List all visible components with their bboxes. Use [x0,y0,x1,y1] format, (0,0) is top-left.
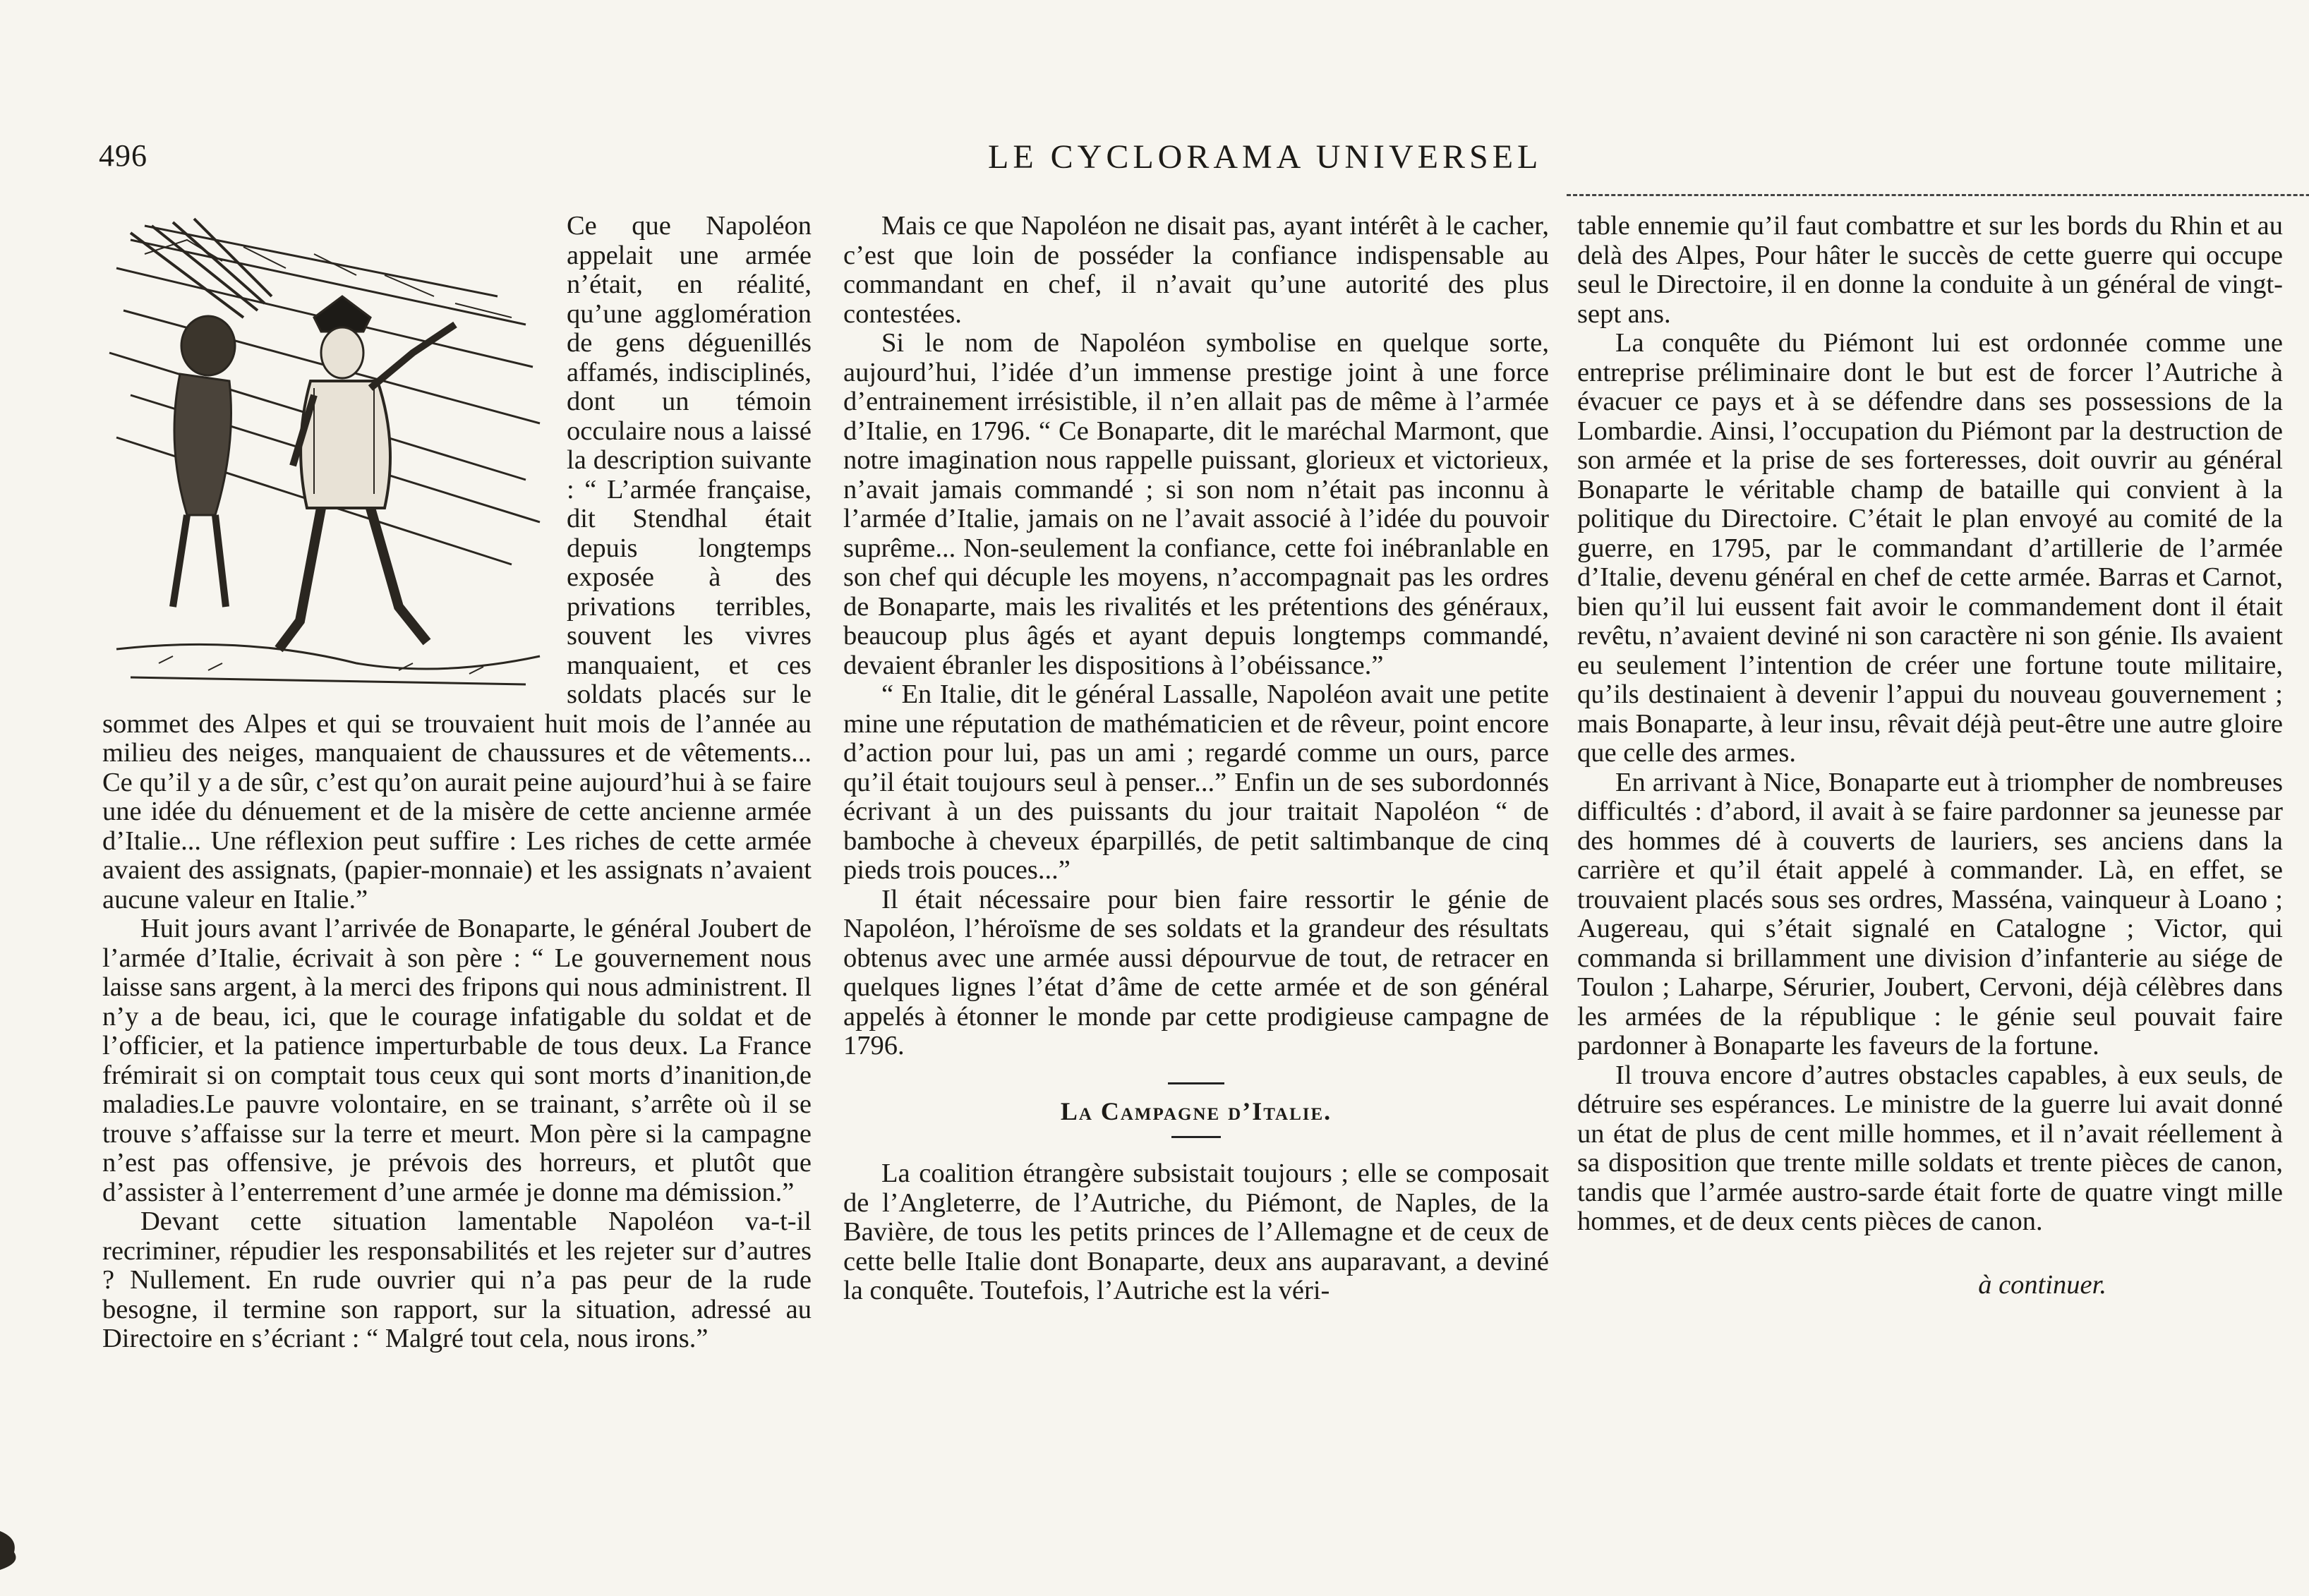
soldier-engraving-image [102,212,554,699]
column-2-paragraph-3: “ En Italie, dit le général Lassalle, Napoléon avait une petite mine une réputation de mathématicien et de rêveur, point encore d’action pour lui, pas un ami ; regardé comme un ours, parce qu’il était toujours seul à penser...” Enfin un de ses subordonnés écrivant à un des puissants du jour traitait Napoléon “ de bamboche à cheveux éparpillés, de petit saltimbanque de cinq pieds trois pouces...” [843,679,1549,885]
ink-stain-mark [0,1524,28,1573]
page-header [99,138,2251,187]
section-rule-bottom [1171,1136,1221,1138]
column-2 [843,212,1549,1306]
column-3-paragraph-3: En arrivant à Nice, Bonaparte eut à triompher de nombreuses difficultés : d’abord, il avait à se faire pardonner sa jeunesse par des hommes dé à couverts de lauriers, ses anciens dans la carrière et qu’il était appelé à commander. Là, en effet, se trouvaient placés sous ses ordres, Masséna, vainqueur à Loano ; Augereau, qui s’était signalé en Catalogne ; Victor, qui commanda si brillamment une division d’infanterie au siége de Toulon ; Laharpe, Sérurier, Joubert, Cervoni, déjà célèbres dans les armées de la république : le génie seul pouvait faire pardonner à Bonaparte les faveurs de la fortune. [1577,767,2283,1060]
running-title: LE CYCLORAMA UNIVERSEL [988,138,1543,176]
column-1-paragraph-2: Huit jours avant l’arrivée de Bonaparte, le général Joubert de l’armée d’Italie, écrivait à son père : “ Le gouvernement nous laisse sans argent, à la merci des fripons qui nous administrent. Il n’y a de beau, ici, que le courage infatigable du soldat et de l’officier, et la patience imperturbable de tous deux. La France frémirait si on comptait tous ceux qui sont morts d’inanition,de maladies.Le pauvre volontaire, en se trainant, s’arrête où il se trouve s’affaisse sur la terre et meurt. Mon père si la campagne n’est pas offensive, je prévois des horreurs, et plutôt que d’assister à l’enterrement d’une armée je donne ma démission.” [102,914,812,1207]
column-3 [1577,212,2283,1300]
column-2-paragraph-1: Mais ce que Napoléon ne disait pas, ayant intérêt à le cacher, c’est que loin de posséder la confiance indispensable au commandant en chef, il n’avait qu’une autorité des plus contestées. [843,211,1549,329]
column-2-section-paragraph-1: La coalition étrangère subsistait toujours ; elle se composait de l’Angleterre, de l’Autriche, du Piémont, de Naples, de la Bavière, de tous les petits princes de l’Allemagne et de ceux de cette belle Italie dont Bonaparte, deux ans auparavant, a deviné la conquête. Toutefois, l’Autriche est la véri- [843,1159,1549,1305]
column-3-paragraph-1: table ennemie qu’il faut combattre et sur les bords du Rhin et au delà des Alpes, Pour hâter le succès de cette guerre qui occupe seul le Directoire, il en donne la conduite à un général de vingt-sept ans. [1577,211,2283,329]
column-1-paragraph-1: Ce que Napoléon appelait une armée n’était, en réalité, qu’une agglomération de gens déguenillés affamés, indisciplinés, dont un témoin occulaire nous a laissé la description suivante : “ L’armée française, dit Stendhal était depuis longtemps exposée à des privations terribles, souvent les vivres manquaient, et ces soldats placés sur le sommet des Alpes et qui se trouvaient huit mois de l’année au milieu des neiges, manquaient de chaussures et de vêtements... Ce qu’il y a de sûr, c’est qu’on aurait peine aujourd’hui à se faire une idée du dénuement et de la misère de cette ancienne armée d’Italie... Une réflexion peut suffire : Les riches de cette armée avaient des assignats, (papier-monnaie) et les assignats n’avaient aucune valeur en Italie.” [102,211,812,914]
column-2-paragraph-4: Il était nécessaire pour bien faire ressortir le génie de Napoléon, l’héroïsme de ses soldats et la grandeur des résultats obtenus avec une armée aussi dépourvue de tout, de retracer en quelques lignes l’état d’âme de cette armée et de son général appelés à étonner le monde par cette prodigieuse campagne de 1796. [843,884,1549,1060]
continued-note: à continuer. [1978,1269,2106,1300]
column-1-paragraph-3: Devant cette situation lamentable Napoléon va-t-il recriminer, répudier les responsabilités et les rejeter sur d’autres ? Nullement. En rude ouvrier qui n’a pas peur de la rude besogne, il termine son rapport, sur la situation, adressé au Directoire en s’écriant : “ Malgré tout cela, nous irons.” [102,1207,812,1353]
section-rule-top [1168,1082,1224,1084]
page-number: 496 [99,138,147,173]
column-3-paragraph-4: Il trouva encore d’autres obstacles capables, à eux seuls, de détruire ses espérances. Le ministre de la guerre lui avait donné un état de plus de cent mille hommes, et il n’avait réellement à sa disposition que trente mille soldats et trente pièces de canon, tandis que l’armée austro-sarde était forte de quatre vingt mille hommes, et de deux cents pièces de canon. [1577,1060,2283,1236]
column-2-paragraph-2: Si le nom de Napoléon symbolise en quelque sorte, aujourd’hui, l’idée d’un immense prestige joint à une force d’entrainement irrésistible, il n’en allait pas de même à l’armée d’Italie, en 1796. “ Ce Bonaparte, dit le maréchal Marmont, que notre imagination nous rappelle puissant, glorieux et victorieux, n’avait jamais commandé ; si son nom n’était pas inconnu à l’armée d’Italie, jamais on ne l’avait associé à l’idée du pouvoir suprême... Non-seulement la confiance, cette foi inébranlable en son chef qui décuple les moyens, n’accompagnait pas les ordres de Bonaparte, mais les rivalités et les prétentions des généraux, beaucoup plus âgés et ayant depuis longtemps commandé, devaient ébranler les dispositions à l’obéissance.” [843,328,1549,680]
header-rule [1567,194,2309,196]
soldier-illustration [102,212,554,699]
section-title: La Campagne d’Italie. [1060,1096,1332,1125]
column-1 [102,212,812,1354]
column-3-paragraph-2: La conquête du Piémont lui est ordonnée comme une entreprise préliminaire dont le but est de forcer l’Autriche à évacuer ce pays et à se défendre dans ses possessions de la Lombardie. Ainsi, l’occupation du Piémont par la destruction de son armée et la prise de ses forteresses, doit ouvrir au général Bonaparte le véritable champ de bataille qui convient à la politique du Directoire. C’était le plan envoyé au comité de la guerre, en 1795, par le commandant d’artillerie de l’armée d’Italie, devenu général en chef de cette armée. Barras et Carnot, bien qu’il lui eussent fait avoir le commandement dont il était revêtu, n’avaient deviné ni son caractère ni son génie. Ils avaient eu seulement l’intention de créer une fortune toute militaire, qu’ils destinaient à devenir l’appui du nouveau gouvernement ; mais Bonaparte, à leur insu, rêvait déjà peut-être une autre gloire que celle des armes. [1577,328,2283,768]
